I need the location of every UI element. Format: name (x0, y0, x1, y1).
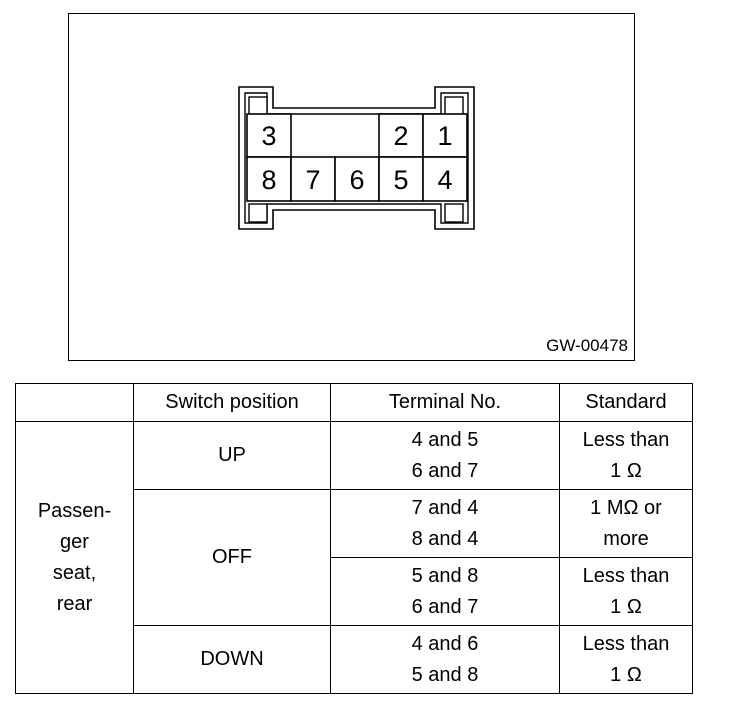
terminal-pair: 8 and 4 (411, 527, 479, 550)
terminal-pair: 4 and 5 (411, 428, 479, 451)
standard-cell (560, 626, 693, 694)
standard-line: 1 Ω (610, 595, 642, 618)
switch-position-cell: OFF (134, 490, 331, 626)
switch-position-cell: UP (134, 422, 331, 490)
group-label-line: rear (56, 592, 93, 615)
standard-line: 1 MΩ or (590, 496, 662, 519)
inspection-table (15, 383, 693, 694)
pin-number-5: 5 (393, 165, 409, 195)
pin-number-6: 6 (349, 165, 365, 195)
connector-figure (68, 13, 635, 361)
standard-line: 1 Ω (610, 459, 642, 482)
group-label-line: ger (60, 530, 89, 553)
terminal-cell (331, 558, 560, 626)
table-header-row (16, 384, 693, 422)
standard-line: Less than (582, 428, 670, 451)
connector-drawing (69, 14, 636, 362)
pin-number-2: 2 (393, 121, 409, 151)
standard-line: more (603, 527, 649, 550)
pin-number-3: 3 (261, 121, 277, 151)
terminal-pair: 6 and 7 (411, 595, 479, 618)
latch-tab-bottom-right (445, 204, 463, 222)
table-row-up (16, 422, 693, 490)
latch-tab-top-left (249, 97, 267, 115)
latch-tab-bottom-left (249, 204, 267, 222)
terminal-pair: 5 and 8 (411, 663, 479, 686)
terminal-pair: 7 and 4 (411, 496, 479, 519)
standard-line: Less than (582, 632, 670, 655)
standard-cell (560, 422, 693, 490)
header-switch-position: Switch position (134, 384, 331, 422)
header-terminal-no: Terminal No. (331, 384, 560, 422)
group-label-line: seat, (52, 561, 97, 584)
terminal-cell (331, 422, 560, 490)
pin-number-7: 7 (305, 165, 321, 195)
terminal-cell (331, 490, 560, 558)
latch-tab-top-right (445, 97, 463, 115)
standard-cell (560, 558, 693, 626)
header-standard: Standard (560, 384, 693, 422)
switch-position-cell: DOWN (134, 626, 331, 694)
group-label-line: Passen- (37, 499, 112, 522)
pin-number-8: 8 (261, 165, 277, 195)
terminal-cell (331, 626, 560, 694)
standard-line: Less than (582, 564, 670, 587)
terminal-pair: 6 and 7 (411, 459, 479, 482)
terminal-pair: 5 and 8 (411, 564, 479, 587)
pin-number-4: 4 (437, 165, 453, 195)
group-label-cell (16, 422, 134, 694)
header-empty (16, 384, 134, 422)
standard-cell (560, 490, 693, 558)
figure-code: GW-00478 (546, 336, 628, 355)
pin-number-1: 1 (437, 121, 453, 151)
terminal-pair: 4 and 6 (411, 632, 479, 655)
standard-line: 1 Ω (610, 663, 642, 686)
